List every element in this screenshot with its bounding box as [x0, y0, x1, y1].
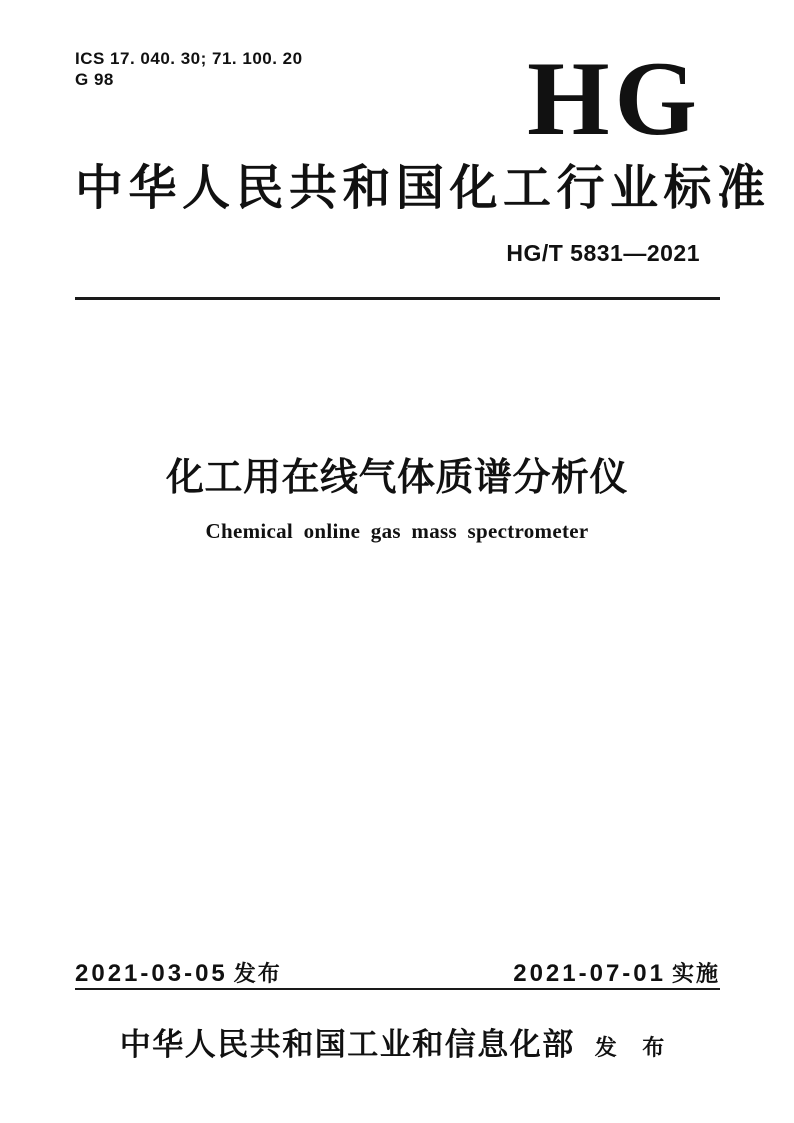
- publisher-row: [0, 1019, 794, 1064]
- issue-label: 发布: [233, 961, 282, 986]
- implement-date: 2021-07-01: [513, 960, 666, 987]
- standard-number: HG/T 5831—2021: [506, 240, 700, 266]
- classification-block: [75, 48, 303, 90]
- dates-row: [75, 957, 720, 988]
- issue-date-group: [75, 957, 282, 988]
- china-class-code: G 98: [75, 70, 114, 89]
- implement-label: 实施: [671, 961, 720, 986]
- footer-divider: [75, 988, 720, 990]
- hg-logo: HG: [527, 40, 702, 157]
- ics-code: ICS 17. 040. 30; 71. 100. 20: [75, 49, 303, 68]
- document-title-chinese: 化工用在线气体质谱分析仪: [165, 457, 628, 499]
- implement-date-group: [513, 957, 720, 988]
- publisher-name: 中华人民共和国工业和信息化部: [119, 1027, 575, 1062]
- document-title-english: Chemical online gas mass spectrometer: [205, 519, 589, 543]
- publish-label: 发 布: [594, 1035, 675, 1060]
- header-divider: [75, 297, 720, 300]
- issue-date: 2021-03-05: [75, 960, 228, 987]
- standard-type-title: 中华人民共和国化工行业标准: [75, 162, 771, 215]
